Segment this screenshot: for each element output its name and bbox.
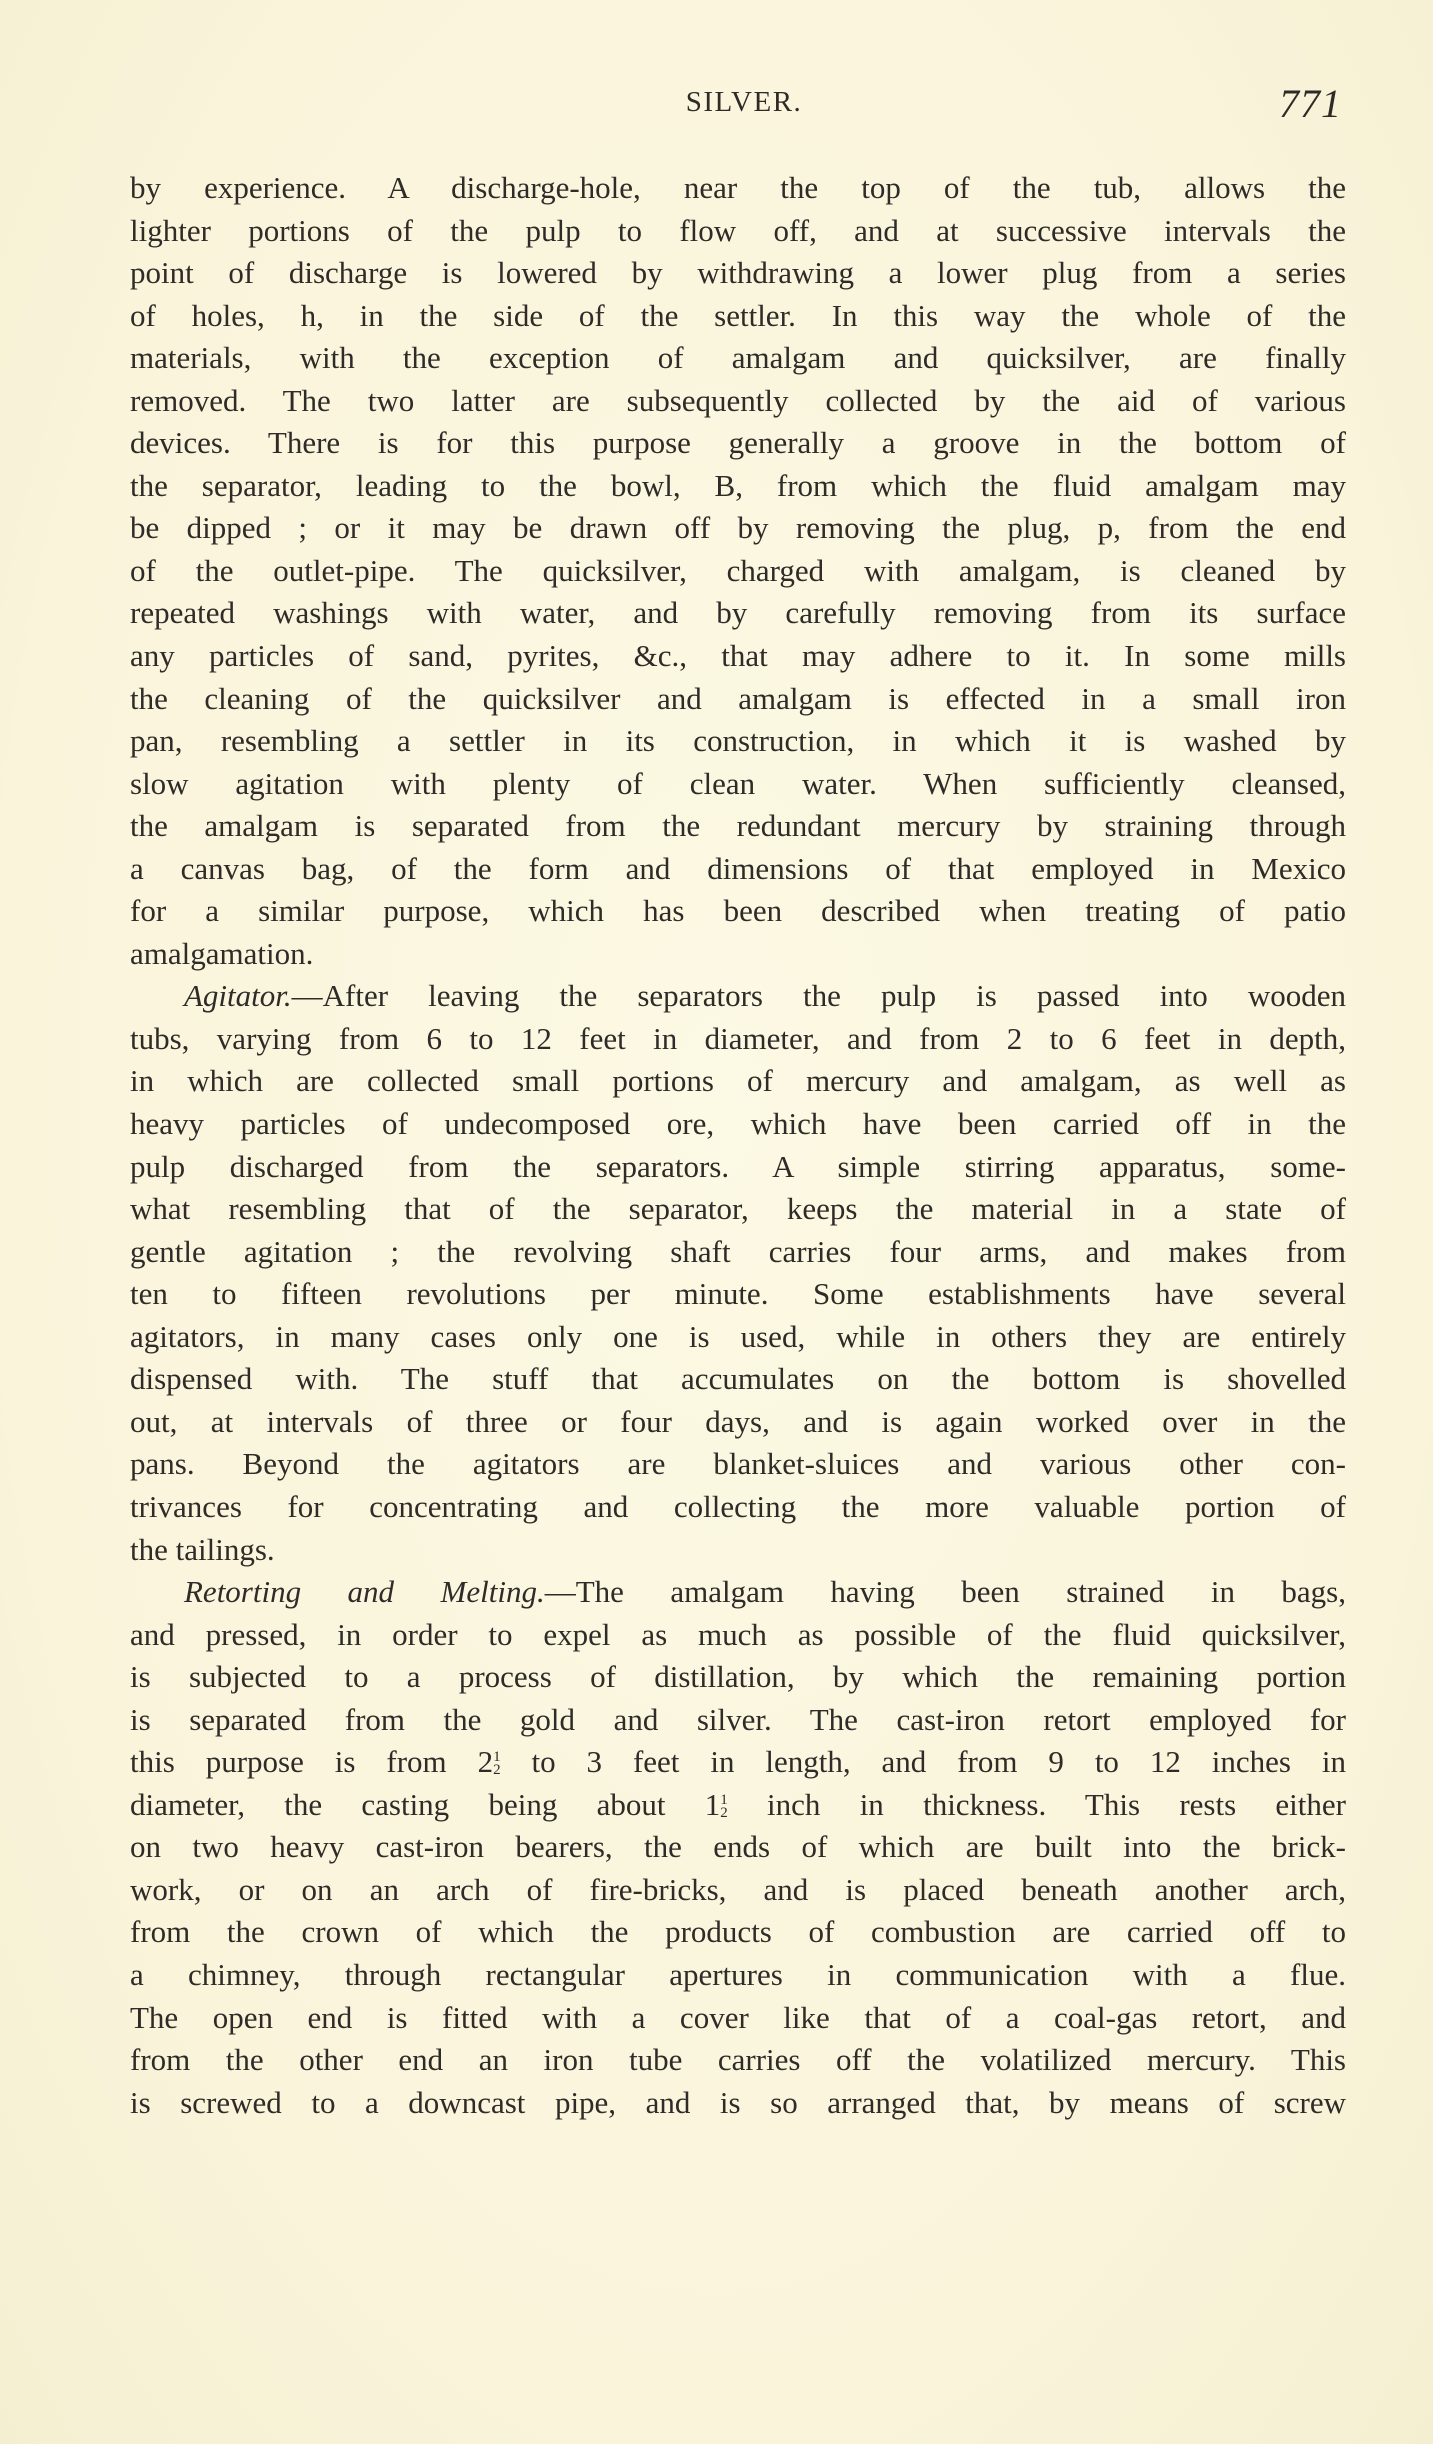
- paragraph-agitator: [130, 975, 1346, 1571]
- text-line: amalgamation.: [130, 935, 314, 971]
- text-run: —The amalgam having been strained in bags,: [544, 1574, 1346, 1610]
- text-run: diameter, the casting being about 1: [130, 1786, 721, 1822]
- fraction-numerator: 1: [720, 1791, 728, 1808]
- text-line: devices. There is for this purpose generally a groove in the bottom of: [130, 425, 1346, 461]
- paragraph-retorting: [130, 1571, 1346, 2124]
- text-line: in which are collected small portions of mercury and amalgam, as well as: [130, 1063, 1346, 1099]
- text-line: is screwed to a downcast pipe, and is so arranged that, by means of screw: [130, 2084, 1346, 2120]
- paragraph-continuation: [130, 167, 1346, 975]
- text-line: [130, 1571, 1346, 1614]
- text-line: work, or on an arch of fire-bricks, and is placed beneath another arch,: [130, 1871, 1346, 1907]
- text-run: this purpose is from 2: [130, 1744, 494, 1780]
- text-run: —After leaving the separators the pulp is passed into wooden: [291, 978, 1346, 1014]
- running-title: SILVER.: [685, 86, 803, 118]
- text-line: from the other end an iron tube carries off the volatilized mercury. This: [130, 2042, 1346, 2078]
- text-line: lighter portions of the pulp to flow off, and at successive intervals the: [130, 212, 1346, 248]
- text-line: the cleaning of the quicksilver and amalgam is effected in a small iron: [130, 680, 1346, 716]
- body-text: [130, 167, 1346, 2124]
- text-line: [130, 975, 1346, 1018]
- fraction-denominator: 2: [720, 1804, 728, 1821]
- text-line: pans. Beyond the agitators are blanket-sluices and various other con-: [130, 1446, 1346, 1482]
- text-line: pan, resembling a settler in its construction, in which it is washed by: [130, 723, 1346, 759]
- text-run: to 3 feet in length, and from 9 to 12 inches in: [500, 1744, 1347, 1780]
- text-line: gentle agitation ; the revolving shaft carries four arms, and makes from: [130, 1233, 1346, 1269]
- text-line: pulp discharged from the separators. A simple stirring apparatus, some-: [130, 1148, 1346, 1184]
- text-line: out, at intervals of three or four days, and is again worked over in the: [130, 1403, 1346, 1439]
- page-number: 771: [1279, 81, 1342, 126]
- text-line: of the outlet-pipe. The quicksilver, charged with amalgam, is cleaned by: [130, 552, 1346, 588]
- running-head: [130, 81, 1346, 130]
- text-line: agitators, in many cases only one is used, while in others they are entirely: [130, 1318, 1346, 1354]
- text-line: slow agitation with plenty of clean water. When sufficiently cleansed,: [130, 765, 1346, 801]
- text-line: repeated washings with water, and by carefully removing from its surface: [130, 595, 1346, 631]
- section-run-in-heading: Retorting and Melting.: [184, 1574, 545, 1610]
- text-line: removed. The two latter are subsequently collected by the aid of various: [130, 382, 1346, 418]
- text-line: ten to fifteen revolutions per minute. Some establishments have several: [130, 1276, 1346, 1312]
- section-run-in-heading: Agitator.: [184, 978, 292, 1014]
- text-line: [130, 1784, 1346, 1827]
- text-line: for a similar purpose, which has been described when treating of patio: [130, 893, 1346, 929]
- text-line: a canvas bag, of the form and dimensions of that employed in Mexico: [130, 850, 1346, 886]
- text-line: is subjected to a process of distillation, by which the remaining portion: [130, 1659, 1346, 1695]
- text-run: inch in thickness. This rests either: [727, 1786, 1346, 1822]
- fraction-numerator: 1: [493, 1749, 501, 1766]
- text-line: by experience. A discharge-hole, near the top of the tub, allows the: [130, 170, 1346, 205]
- text-line: tubs, varying from 6 to 12 feet in diameter, and from 2 to 6 feet in depth,: [130, 1020, 1346, 1056]
- text-line: and pressed, in order to expel as much as possible of the fluid quicksilver,: [130, 1616, 1346, 1652]
- text-line: be dipped ; or it may be drawn off by removing the plug, p, from the end: [130, 510, 1346, 546]
- text-line: the separator, leading to the bowl, B, from which the fluid amalgam may: [130, 467, 1346, 503]
- text-line: what resembling that of the separator, keeps the material in a state of: [130, 1191, 1346, 1227]
- text-line: a chimney, through rectangular apertures in communication with a flue.: [130, 1956, 1346, 1992]
- text-line: materials, with the exception of amalgam and quicksilver, are finally: [130, 340, 1346, 376]
- text-line: is separated from the gold and silver. The cast-iron retort employed for: [130, 1701, 1346, 1737]
- text-line: the amalgam is separated from the redundant mercury by straining through: [130, 808, 1346, 844]
- text-line: heavy particles of undecomposed ore, which have been carried off in the: [130, 1106, 1346, 1142]
- fraction: [493, 1751, 501, 1777]
- fraction-denominator: 2: [493, 1762, 501, 1779]
- text-line: The open end is fitted with a cover like that of a coal-gas retort, and: [130, 1999, 1346, 2035]
- text-line: of holes, h, in the side of the settler. In this way the whole of the: [130, 297, 1346, 333]
- text-line: on two heavy cast-iron bearers, the ends of which are built into the brick-: [130, 1829, 1346, 1865]
- text-line: [130, 1741, 1346, 1784]
- text-line: point of discharge is lowered by withdrawing a lower plug from a series: [130, 255, 1346, 291]
- text-line: from the crown of which the products of combustion are carried off to: [130, 1914, 1346, 1950]
- text-line: the tailings.: [130, 1531, 275, 1567]
- fraction: [720, 1791, 728, 1821]
- text-line: any particles of sand, pyrites, &c., that may adhere to it. In some mills: [130, 638, 1346, 674]
- text-line: dispensed with. The stuff that accumulates on the bottom is shovelled: [130, 1361, 1346, 1397]
- text-line: trivances for concentrating and collecting the more valuable portion of: [130, 1488, 1346, 1524]
